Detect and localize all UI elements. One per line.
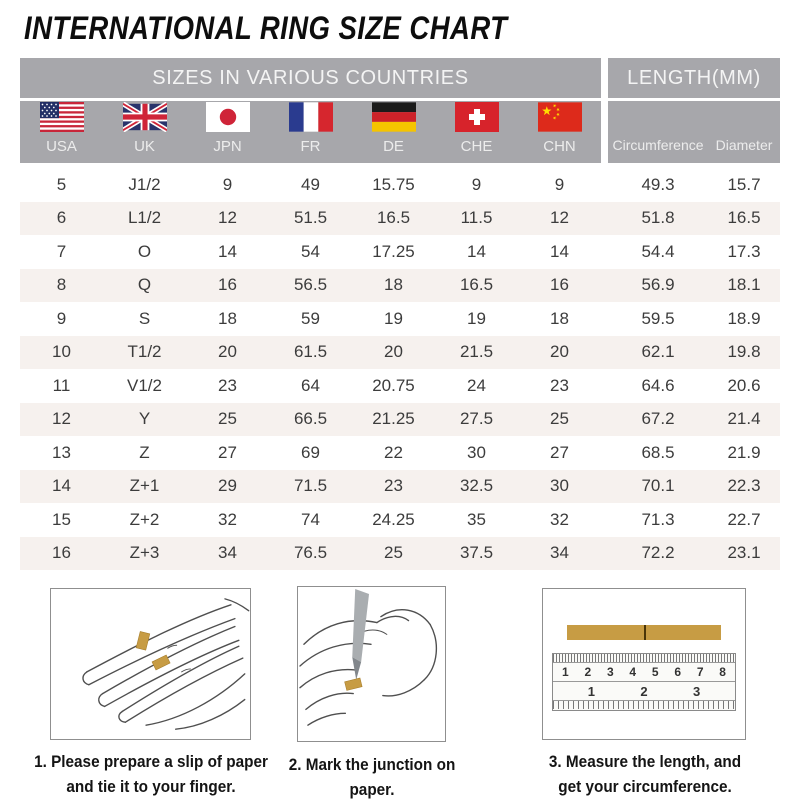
column-header-diameter: Diameter <box>708 101 780 163</box>
step2-caption <box>273 753 471 800</box>
table-cell: 6 <box>56 208 67 228</box>
table-cell: 76.5 <box>293 543 328 563</box>
step3-caption <box>544 750 746 799</box>
step1-caption-line2: and tie it to your finger. <box>66 776 236 796</box>
table-cell: 67.2 <box>641 409 675 429</box>
table-cell: 20.6 <box>727 375 761 395</box>
table-cell: 22.7 <box>727 509 761 529</box>
table-cell: 18.9 <box>727 308 761 328</box>
table-cell: 20 <box>550 342 569 362</box>
table-cell: Z+3 <box>129 543 160 563</box>
table-cell: 16 <box>218 275 237 295</box>
row-gap <box>601 168 608 202</box>
table-cell: 27 <box>218 442 237 462</box>
step2-illustration-box <box>297 586 446 742</box>
table-cell: T1/2 <box>127 342 162 362</box>
ruler-cm-label: 8 <box>719 665 726 679</box>
table-cell: 29 <box>218 476 237 496</box>
flag-switzerland-icon <box>455 102 499 132</box>
table-cell: 25 <box>384 543 403 563</box>
table-cell: 14 <box>52 476 71 496</box>
column-header-label: CHN <box>543 138 576 155</box>
ruler-inch-scale <box>553 682 735 701</box>
table-cell: 16 <box>52 543 71 563</box>
header-divider <box>601 58 608 98</box>
table-cell: Q <box>137 275 152 295</box>
table-cell: 74 <box>301 509 320 529</box>
table-cell: 54.4 <box>641 241 675 261</box>
flag-usa-icon <box>40 102 84 132</box>
table-cell: 37.5 <box>459 543 494 563</box>
table-cell: 7 <box>56 241 67 261</box>
table-cell: 8 <box>56 275 67 295</box>
step1-illustration-box <box>50 588 251 740</box>
table-cell: 61.5 <box>293 342 328 362</box>
table-cell: 34 <box>550 543 569 563</box>
ruler-mm-ticks <box>553 654 735 663</box>
column-header-label: USA <box>46 138 77 155</box>
table-cell: 59.5 <box>641 308 675 328</box>
table-cell: 10 <box>52 342 71 362</box>
ruler-cm-label: 4 <box>629 665 637 679</box>
flag-france-icon <box>289 102 333 132</box>
table-cell: 14 <box>218 241 237 261</box>
row-gap <box>601 269 608 303</box>
table-cell: 14 <box>550 241 569 261</box>
header-divider <box>601 101 608 163</box>
ruler-cm-label: 2 <box>584 665 592 679</box>
table-cell: 21.9 <box>727 442 761 462</box>
flag-china-icon <box>538 102 582 132</box>
table-cell: 25 <box>218 409 237 429</box>
table-cell: 71.5 <box>293 476 328 496</box>
row-gap <box>601 202 608 236</box>
table-row <box>20 336 780 370</box>
table-cell: 20.75 <box>372 375 415 395</box>
table-cell: 19.8 <box>727 342 761 362</box>
table-cell: 13 <box>52 442 71 462</box>
table-cell: 35 <box>467 509 486 529</box>
table-cell: 12 <box>52 409 71 429</box>
table-cell: 19 <box>467 308 486 328</box>
table-cell: 21.5 <box>459 342 494 362</box>
ruler-inch-ticks <box>553 701 735 709</box>
table-cell: 15 <box>52 509 71 529</box>
table-cell: 23 <box>550 375 569 395</box>
table-cell: 70.1 <box>641 476 675 496</box>
table-cell: 51.5 <box>293 208 328 228</box>
row-gap <box>601 336 608 370</box>
group-header-length: LENGTH(MM) <box>608 58 780 98</box>
column-header-label: UK <box>134 138 155 155</box>
table-cell: Y <box>138 409 151 429</box>
table-cell: 14 <box>467 241 486 261</box>
table-cell: 23 <box>384 476 403 496</box>
ruler-cm-label: 1 <box>562 665 569 679</box>
table-row <box>20 436 780 470</box>
table-row <box>20 302 780 336</box>
table-cell: 24 <box>467 375 486 395</box>
table-cell: 66.5 <box>293 409 328 429</box>
table-cell: 64.6 <box>641 375 675 395</box>
column-header-label: CHE <box>460 138 493 155</box>
table-cell: 71.3 <box>641 509 675 529</box>
table-cell: 56.9 <box>641 275 675 295</box>
flag-japan-icon <box>206 102 250 132</box>
row-gap <box>601 403 608 437</box>
column-header-uk <box>103 101 186 163</box>
table-cell: 18 <box>384 275 403 295</box>
ruler-inch-label: 2 <box>640 683 648 699</box>
table-cell: 16.5 <box>376 208 411 228</box>
table-cell: 9 <box>56 308 67 328</box>
table-cell: 25 <box>550 409 569 429</box>
table-cell: 15.75 <box>372 174 415 194</box>
ruler-cm-label: 5 <box>651 665 659 679</box>
table-row <box>20 235 780 269</box>
table-cell: 68.5 <box>641 442 675 462</box>
table-cell: S <box>138 308 151 328</box>
table-cell: 16 <box>550 275 569 295</box>
table-row <box>20 168 780 202</box>
table-row <box>20 503 780 537</box>
table-cell: 64 <box>301 375 320 395</box>
column-header-label: DE <box>383 138 404 155</box>
table-cell: 22 <box>384 442 403 462</box>
table-cell: 17.3 <box>727 241 761 261</box>
group-header-sizes: SIZES IN VARIOUS COUNTRIES <box>20 58 601 98</box>
row-gap <box>601 302 608 336</box>
step1-caption <box>20 750 283 799</box>
table-cell: Z+1 <box>129 476 160 496</box>
step3-caption-line1: 3. Measure the length, and <box>548 752 742 771</box>
table-cell: 32 <box>550 509 569 529</box>
table-cell: 20 <box>218 342 237 362</box>
ruler-cm-label: 7 <box>696 665 704 679</box>
table-cell: 34 <box>218 543 237 563</box>
table-cell: 51.8 <box>641 208 675 228</box>
table-cell: 16.5 <box>459 275 494 295</box>
column-header-japan <box>186 101 269 163</box>
table-cell: 23.1 <box>727 543 761 563</box>
table-row <box>20 403 780 437</box>
row-gap <box>601 503 608 537</box>
table-cell: 30 <box>467 442 486 462</box>
table-cell: L1/2 <box>127 208 162 228</box>
table-row <box>20 470 780 504</box>
table-cell: 62.1 <box>641 342 675 362</box>
column-header-switzerland <box>435 101 518 163</box>
row-gap <box>601 369 608 403</box>
table-cell: 18 <box>218 308 237 328</box>
table-cell: 12 <box>218 208 237 228</box>
table-cell: 49 <box>301 174 320 194</box>
table-cell: 32.5 <box>459 476 494 496</box>
table-cell: V1/2 <box>127 375 162 395</box>
table-cell: 9 <box>222 174 233 194</box>
column-header-usa <box>20 101 103 163</box>
table-cell: 5 <box>56 174 67 194</box>
table-cell: 23 <box>218 375 237 395</box>
paper-strip-mark <box>644 625 646 640</box>
column-header-label: JPN <box>213 138 242 155</box>
column-header-germany <box>352 101 435 163</box>
table-cell: 49.3 <box>641 174 675 194</box>
table-cell: 21.25 <box>372 409 415 429</box>
marking-pen-illustration <box>298 587 445 741</box>
row-gap <box>601 436 608 470</box>
table-cell: 27 <box>550 442 569 462</box>
table-column-header <box>20 101 780 163</box>
table-cell: O <box>137 241 152 261</box>
column-header-france <box>269 101 352 163</box>
table-cell: 20 <box>384 342 403 362</box>
row-gap <box>601 235 608 269</box>
step3-illustration-box <box>542 588 746 740</box>
table-row <box>20 202 780 236</box>
flag-uk-icon <box>123 102 167 132</box>
table-cell: 9 <box>554 174 565 194</box>
table-cell: 9 <box>471 174 482 194</box>
table-row <box>20 369 780 403</box>
table-cell: 54 <box>301 241 320 261</box>
ring-size-table <box>20 58 780 570</box>
table-cell: 22.3 <box>727 476 761 496</box>
column-header-circumference: Circumference <box>608 101 708 163</box>
step2-caption-line1: 2. Mark the junction on paper. <box>288 755 456 799</box>
ruler-cm-label: 6 <box>674 665 682 679</box>
table-row <box>20 537 780 571</box>
step1-caption-line1: 1. Please prepare a slip of paper <box>34 752 268 771</box>
table-cell: 27.5 <box>459 409 494 429</box>
table-cell: 56.5 <box>293 275 328 295</box>
table-cell: 11.5 <box>460 208 493 228</box>
table-cell: 32 <box>218 509 237 529</box>
step3-caption-line2: get your circumference. <box>558 776 732 796</box>
table-cell: 19 <box>384 308 403 328</box>
table-row <box>20 269 780 303</box>
ruler-cm-scale <box>553 663 735 682</box>
table-cell: 30 <box>550 476 569 496</box>
table-cell: Z <box>139 442 150 462</box>
table-cell: 18 <box>550 308 569 328</box>
column-header-label: FR <box>300 138 321 155</box>
table-cell: Z+2 <box>129 509 160 529</box>
table-cell: 21.4 <box>727 409 761 429</box>
table-cell: 16.5 <box>727 208 761 228</box>
table-cell: 12 <box>550 208 569 228</box>
row-gap <box>601 537 608 571</box>
ruler-cm-label: 3 <box>606 665 614 679</box>
hand-with-paper-illustration <box>51 589 250 739</box>
table-group-header <box>20 58 780 98</box>
page-title: INTERNATIONAL RING SIZE CHART <box>24 10 508 46</box>
table-cell: 18.1 <box>727 275 761 295</box>
table-body <box>20 168 780 570</box>
paper-strip <box>567 625 721 640</box>
ruler <box>552 653 736 711</box>
table-cell: 15.7 <box>727 174 761 194</box>
table-cell: 69 <box>301 442 320 462</box>
table-cell: 72.2 <box>641 543 675 563</box>
table-cell: J1/2 <box>128 174 161 194</box>
ruler-inch-label: 1 <box>587 683 595 699</box>
ruler-inch-label: 3 <box>693 683 701 699</box>
table-cell: 24.25 <box>372 509 415 529</box>
table-cell: 17.25 <box>372 241 415 261</box>
column-header-china <box>518 101 601 163</box>
table-cell: 59 <box>301 308 320 328</box>
row-gap <box>601 470 608 504</box>
flag-germany-icon <box>372 102 416 132</box>
table-cell: 11 <box>52 375 71 395</box>
